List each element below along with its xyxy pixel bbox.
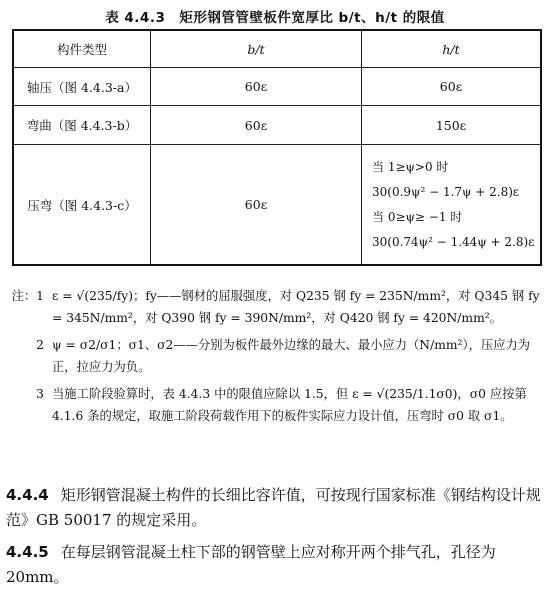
note-item — [6, 286, 544, 329]
header-ht: h/t — [362, 30, 542, 68]
cell-ht: 150ε — [362, 106, 542, 145]
table-title: 表 4.4.3 矩形钢管管壁板件宽厚比 b/t、h/t 的限值 — [105, 10, 445, 26]
table-header-row — [13, 30, 541, 68]
section-4-4-5 — [6, 540, 544, 590]
note-text: ψ = σ2/σ1；σ1、σ2——分别为板件最外边缘的最大、最小应力（N/mm²），压应力为正，拉应力为负。 — [52, 338, 531, 374]
section-label: 4.4.4 — [6, 486, 49, 504]
cell-bt: 60ε — [151, 106, 362, 145]
condition-line: 当 1≥ψ>0 时 — [372, 159, 449, 174]
note-text: 当施工阶段验算时，表 4.4.3 中的限值应除以 1.5，但 ε = √(235/1.1σ0)，σ0 应按第 4.1.6 条的规定，取施工阶段荷载作用下的板件实际应力设计值，压弯时 σ0 取 σ1。 — [52, 387, 527, 423]
cell-type: 轴压（图 4.4.3-a） — [13, 68, 151, 106]
section-text: 在每层钢管混凝土柱下部的钢管壁上应对称开两个排气孔，孔径为 20mm。 — [6, 543, 496, 586]
cell-type: 压弯（图 4.4.3-c） — [13, 145, 151, 266]
section-label: 4.4.5 — [6, 543, 49, 561]
note-item — [6, 335, 544, 378]
section-4-4-4 — [6, 483, 544, 533]
cell-ht-conditions — [362, 145, 542, 266]
note-number: 注：1 — [11, 289, 44, 303]
table-row — [13, 68, 541, 106]
table-row — [13, 106, 541, 145]
note-number: 3 — [36, 387, 44, 401]
note-item — [6, 384, 544, 427]
formula-line: 30(0.9ψ² − 1.7ψ + 2.8)ε — [372, 184, 520, 199]
width-thickness-table — [12, 29, 542, 266]
condition-line: 当 0≥ψ≥ −1 时 — [372, 209, 463, 224]
section-text: 矩形钢管混凝土构件的长细比容许值，可按现行国家标准《钢结构设计规范》GB 50017 的规定采用。 — [6, 486, 541, 529]
cell-bt: 60ε — [151, 68, 362, 106]
note-text: ε = √(235/fy)；fy——钢材的屈服强度，对 Q235 钢 fy = 235N/mm²，对 Q345 钢 fy = 345N/mm²，对 Q390 钢 fy = 390N/mm²，对 Q420 钢 fy = 420N/mm²。 — [52, 289, 540, 325]
cell-type: 弯曲（图 4.4.3-b） — [13, 106, 151, 145]
cell-ht: 60ε — [362, 68, 542, 106]
header-member-type: 构件类型 — [13, 30, 151, 68]
formula-line: 30(0.74ψ² − 1.44ψ + 2.8)ε — [372, 234, 535, 249]
header-bt: b/t — [151, 30, 362, 68]
table-notes — [6, 286, 544, 427]
cell-bt: 60ε — [151, 145, 362, 266]
table-row — [13, 145, 541, 266]
note-number: 2 — [36, 338, 44, 352]
